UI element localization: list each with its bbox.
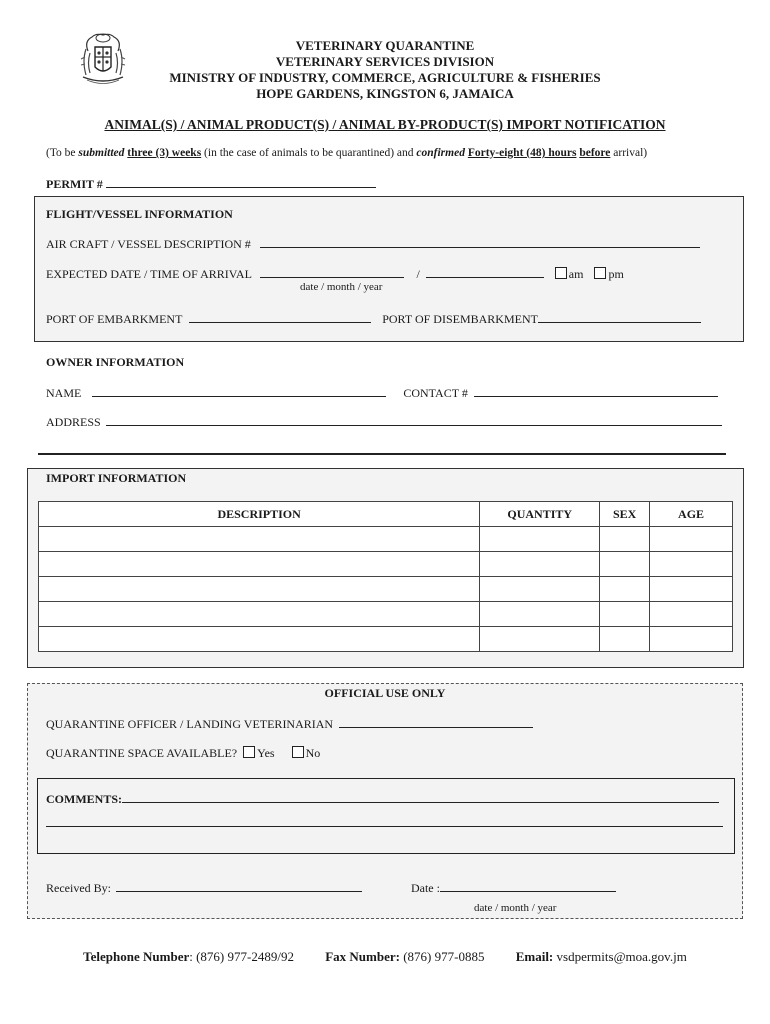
- cell-age[interactable]: [650, 577, 733, 602]
- comments-row: [46, 791, 719, 807]
- email-label: Email:: [515, 949, 554, 964]
- comments-label: COMMENTS:: [46, 792, 122, 806]
- space-label: QUARANTINE SPACE AVAILABLE?: [46, 746, 238, 760]
- embark-label: PORT OF EMBARKMENT: [46, 312, 183, 326]
- col-description: DESCRIPTION: [39, 502, 480, 527]
- cell-sex[interactable]: [600, 552, 650, 577]
- permit-row: [46, 176, 376, 192]
- arrival-label: EXPECTED DATE / TIME OF ARRIVAL: [46, 267, 252, 281]
- disembark-input[interactable]: [538, 311, 701, 323]
- contact-input[interactable]: [474, 385, 718, 397]
- email-value[interactable]: vsdpermits@moa.gov.jm: [553, 949, 687, 964]
- received-input[interactable]: [116, 880, 362, 892]
- cell-age[interactable]: [650, 602, 733, 627]
- yes-label: Yes: [257, 746, 275, 760]
- aircraft-row: [46, 236, 700, 252]
- instr-three-weeks: three (3) weeks: [127, 147, 202, 159]
- name-row: [46, 385, 718, 401]
- table-row: [39, 627, 733, 652]
- cell-age[interactable]: [650, 527, 733, 552]
- aircraft-label: AIR CRAFT / VESSEL DESCRIPTION #: [46, 237, 251, 251]
- col-sex: SEX: [600, 502, 650, 527]
- permit-input[interactable]: [106, 176, 376, 188]
- header-line-2: VETERINARY SERVICES DIVISION: [275, 54, 495, 69]
- cell-description[interactable]: [39, 577, 480, 602]
- owner-divider: [38, 453, 726, 455]
- received-date-hint: date / month / year: [474, 902, 557, 914]
- comments-input-line-2[interactable]: [46, 815, 723, 827]
- am-checkbox[interactable]: [555, 267, 567, 279]
- fax-value: (876) 977-0885: [399, 949, 485, 964]
- name-input[interactable]: [92, 385, 386, 397]
- cell-quantity[interactable]: [480, 527, 600, 552]
- footer-email: [516, 949, 687, 964]
- officer-label: QUARANTINE OFFICER / LANDING VETERINARIAN: [46, 717, 334, 731]
- received-row: [46, 880, 616, 896]
- import-section-title: IMPORT INFORMATION: [46, 471, 187, 485]
- comments-input-line-1[interactable]: [122, 791, 719, 803]
- comments-row-2: [46, 815, 723, 831]
- import-table: [38, 501, 733, 652]
- official-section-title: OFFICIAL USE ONLY: [324, 686, 446, 700]
- cell-sex[interactable]: [600, 627, 650, 652]
- cell-description[interactable]: [39, 627, 480, 652]
- header-line-4: HOPE GARDENS, KINGSTON 6, JAMAICA: [256, 86, 514, 101]
- contact-label: CONTACT #: [403, 386, 468, 400]
- instr-forty-eight-hours: Forty-eight (48) hours: [467, 147, 577, 159]
- pm-label: pm: [608, 267, 624, 281]
- form-title: ANIMAL(S) / ANIMAL PRODUCT(S) / ANIMAL BY-PRODUCT(S) IMPORT NOTIFICATION: [104, 117, 666, 132]
- table-row: [39, 527, 733, 552]
- instr-text: (in the case of animals to be quarantined) and: [201, 147, 417, 159]
- arrival-time-input[interactable]: [426, 266, 544, 278]
- received-label: Received By:: [46, 881, 111, 895]
- footer-contacts: [0, 949, 770, 965]
- footer-fax: [325, 949, 484, 964]
- instr-submitted: submitted: [78, 147, 125, 159]
- cell-sex[interactable]: [600, 527, 650, 552]
- table-row: [39, 602, 733, 627]
- footer-telephone: [83, 949, 294, 964]
- embark-input[interactable]: [189, 311, 371, 323]
- header-line-3: MINISTRY OF INDUSTRY, COMMERCE, AGRICULTURE & FISHERIES: [169, 70, 601, 85]
- date-label: Date :: [410, 881, 440, 895]
- cell-sex[interactable]: [600, 577, 650, 602]
- col-age: AGE: [650, 502, 733, 527]
- arrival-row: [46, 266, 624, 282]
- no-label: No: [305, 746, 321, 760]
- cell-description[interactable]: [39, 552, 480, 577]
- tel-value: : (876) 977-2489/92: [189, 949, 294, 964]
- address-input[interactable]: [106, 414, 722, 426]
- header-line-1: VETERINARY QUARANTINE: [295, 38, 475, 53]
- name-label: NAME: [46, 386, 82, 400]
- cell-age[interactable]: [650, 627, 733, 652]
- cell-description[interactable]: [39, 602, 480, 627]
- cell-sex[interactable]: [600, 602, 650, 627]
- instr-confirmed: confirmed: [416, 147, 465, 159]
- cell-quantity[interactable]: [480, 552, 600, 577]
- disembark-label: PORT OF DISEMBARKMENT: [382, 312, 538, 326]
- col-quantity: QUANTITY: [480, 502, 600, 527]
- arrival-date-input[interactable]: [260, 266, 404, 278]
- table-row: [39, 552, 733, 577]
- am-label: am: [568, 267, 584, 281]
- tel-label: Telephone Number: [83, 949, 190, 964]
- owner-section-title: OWNER INFORMATION: [46, 355, 185, 369]
- cell-quantity[interactable]: [480, 602, 600, 627]
- cell-description[interactable]: [39, 527, 480, 552]
- cell-quantity[interactable]: [480, 577, 600, 602]
- address-row: [46, 414, 722, 430]
- cell-quantity[interactable]: [480, 627, 600, 652]
- date-input[interactable]: [440, 880, 616, 892]
- arrival-date-hint: date / month / year: [300, 281, 383, 293]
- yes-checkbox[interactable]: [243, 746, 255, 758]
- aircraft-input[interactable]: [260, 236, 700, 248]
- flight-section-title: FLIGHT/VESSEL INFORMATION: [46, 207, 233, 221]
- instr-text: arrival): [610, 147, 648, 159]
- no-checkbox[interactable]: [292, 746, 304, 758]
- officer-row: [46, 716, 533, 732]
- address-label: ADDRESS: [46, 415, 101, 429]
- pm-checkbox[interactable]: [594, 267, 606, 279]
- table-header-row: [39, 502, 733, 527]
- cell-age[interactable]: [650, 552, 733, 577]
- officer-input[interactable]: [339, 716, 533, 728]
- instr-before: before: [579, 147, 611, 159]
- table-row: [39, 577, 733, 602]
- arrival-slash: /: [416, 267, 420, 281]
- permit-label: PERMIT #: [46, 177, 103, 191]
- instr-text: (To be: [46, 147, 79, 159]
- space-row: [46, 746, 320, 761]
- instructions: [46, 147, 647, 159]
- ports-row: [46, 311, 701, 327]
- fax-label: Fax Number:: [325, 949, 400, 964]
